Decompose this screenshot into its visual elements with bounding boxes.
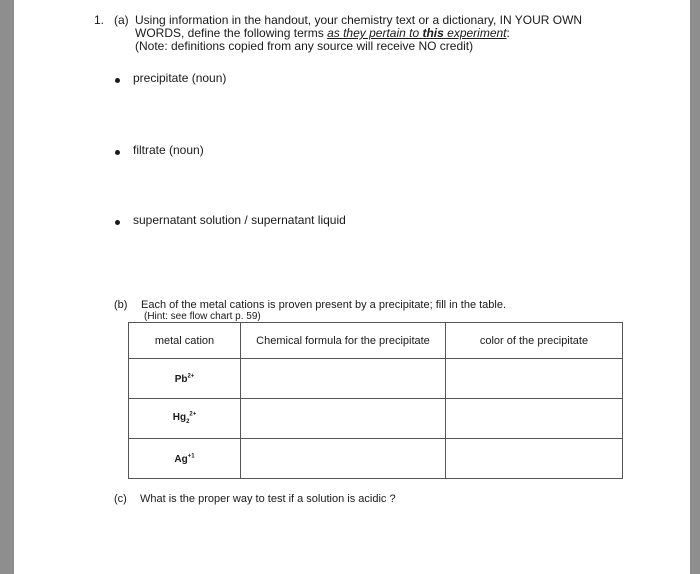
part-a-label: (a) bbox=[114, 13, 129, 27]
bullet-icon bbox=[115, 78, 120, 83]
table-row bbox=[129, 359, 623, 399]
part-b-label: (b) bbox=[114, 299, 128, 311]
part-b-instruction: Each of the metal cations is proven present by a precipitate; fill in the table. bbox=[141, 299, 507, 311]
worksheet-page bbox=[14, 0, 690, 574]
cation-cell bbox=[129, 359, 241, 399]
color-cell[interactable] bbox=[446, 399, 623, 439]
header-color: color of the precipitate bbox=[446, 323, 623, 359]
line2-colon: : bbox=[506, 26, 510, 40]
question-number: 1. bbox=[94, 13, 105, 27]
table-row bbox=[129, 399, 623, 439]
cation-pb: $Pb^{2+}$ bbox=[174, 373, 195, 386]
part-a-line2 bbox=[135, 26, 510, 40]
term-supernatant: supernatant solution / supernatant liquid bbox=[133, 213, 346, 227]
part-a-line1: Using information in the handout, your chemistry text or a dictionary, IN YOUR OWN bbox=[135, 13, 583, 27]
color-cell[interactable] bbox=[446, 439, 623, 479]
table-row bbox=[129, 439, 623, 479]
cation-cell bbox=[129, 399, 241, 439]
bullet-icon bbox=[115, 220, 120, 225]
term-precipitate: precipitate (noun) bbox=[133, 71, 227, 85]
line2-bold: this bbox=[422, 26, 444, 40]
line2-underlined: as they pertain to this experiment bbox=[327, 26, 507, 40]
cation-ag: $Ag^{+1}$ bbox=[174, 453, 195, 466]
table-header-row bbox=[129, 323, 623, 359]
cation-hg: $Hg_2^{2+}$ bbox=[172, 411, 197, 426]
part-b-hint: (Hint: see flow chart p. 59) bbox=[144, 311, 261, 322]
part-c-question: What is the proper way to test if a solution is acidic ? bbox=[140, 493, 396, 505]
line2-prefix: WORDS, define the following terms bbox=[135, 26, 328, 40]
part-c-label: (c) bbox=[114, 493, 127, 505]
term-filtrate: filtrate (noun) bbox=[133, 143, 204, 157]
part-a-note: (Note: definitions copied from any source will receive NO credit) bbox=[135, 39, 474, 53]
cation-cell bbox=[129, 439, 241, 479]
header-metal-cation: metal cation bbox=[129, 323, 241, 359]
formula-cell[interactable] bbox=[241, 399, 446, 439]
color-cell[interactable] bbox=[446, 359, 623, 399]
bullet-icon bbox=[115, 150, 120, 155]
formula-cell[interactable] bbox=[241, 439, 446, 479]
formula-cell[interactable] bbox=[241, 359, 446, 399]
cation-table bbox=[128, 322, 623, 479]
header-chemical-formula: Chemical formula for the precipitate bbox=[241, 323, 446, 359]
